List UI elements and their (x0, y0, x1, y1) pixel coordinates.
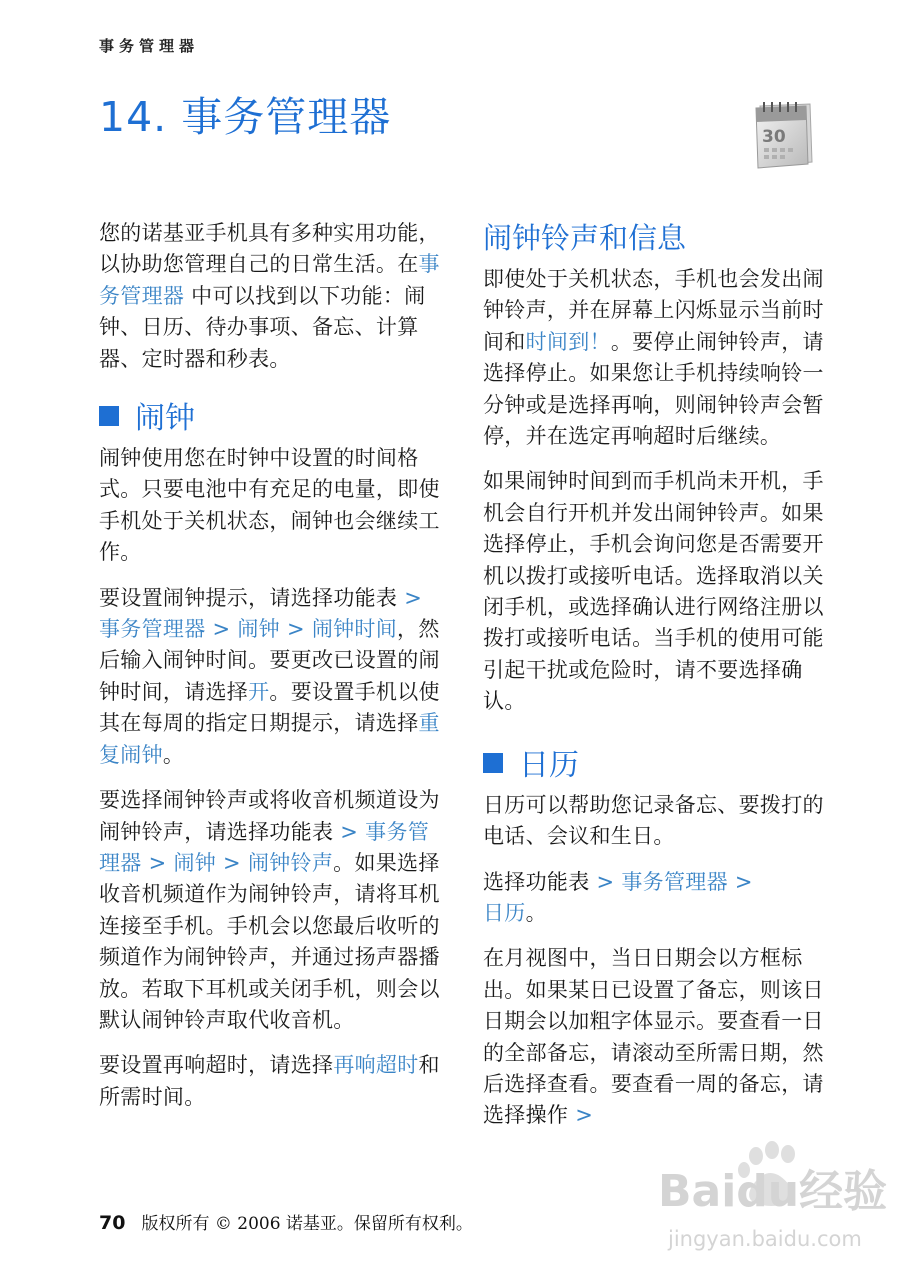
copyright-text: 版权所有 © 2006 诺基亚。保留所有权利。 (141, 1214, 473, 1234)
organizer-link[interactable]: 事务管理器 (621, 869, 728, 894)
time-up-link[interactable]: 时间到！ (525, 329, 611, 354)
left-column (99, 218, 444, 1127)
section-square-icon (483, 753, 503, 773)
organizer-link[interactable]: 事务管理器 (99, 252, 440, 308)
calendar-intro-paragraph: 日历可以帮助您记录备忘、要拨打的电话、会议和生日。 (483, 792, 824, 849)
menu-label: 功能表 (525, 869, 590, 894)
snooze-paragraph: 要设置再响超时，请选择再响超时和所需时间。 (99, 1053, 440, 1109)
repeat-alarm-link[interactable]: 重复闹钟 (99, 711, 440, 767)
page-number: 70 (99, 1212, 126, 1234)
section-square-icon (99, 406, 119, 426)
alarm-tone-paragraph: 要选择闹钟铃声或将收音机频道设为闹钟铃声，请选择功能表 > 事务管理器 > 闹钟 > 闹钟铃声。如果选择收音机频道作为闹钟铃声，请将耳机连接至手机。手机会以您最后收听的频道作为闹钟铃声，并通过扬声器播放。若取下耳机或关闭手机，则会以默认闹钟铃声取代收音机。 (99, 788, 440, 1032)
confirm-label: 确认 (632, 595, 675, 620)
alarm-tone-link[interactable]: 闹钟铃声 (247, 850, 334, 875)
baidu-watermark (648, 1138, 908, 1268)
menu-label: 功能表 (333, 585, 398, 610)
alarm-off-paragraph: 如果闹钟时间到而手机尚未开机，手机会自行开机并发出闹钟铃声。如果选择停止，手机会询问您是否需要开机以拨打或接听电话。选择取消以关闭手机，或选择确认进行网络注册以拨打或接听电话。当手机的使用可能引起干扰或危险时，请不要选择确认。 (483, 469, 824, 714)
organizer-link[interactable]: 事务管理器 (99, 819, 430, 875)
alarm-time-link[interactable]: 闹钟时间 (311, 617, 398, 642)
svg-text:Baidu经验: Baidu经验 (658, 1166, 888, 1217)
intro-paragraph: 您的诺基亚手机具有多种实用功能，以协助您管理自己的日常生活。在事务管理器 中可以找到以下功能：闹钟、日历、待办事项、备忘、计算器、定时器和秒表。 (99, 221, 440, 371)
snooze-timeout-link[interactable]: 再响超时 (333, 1053, 419, 1078)
alarm-set-paragraph: 要设置闹钟提示，请选择功能表 > 事务管理器 > 闹钟 > 闹钟时间，然后输入闹钟时间。要更改已设置的闹钟时间，请选择开。要设置手机以使其在每周的指定日期提示，请选择重复闹钟。 (99, 585, 440, 767)
month-view-paragraph: 在月视图中，当日日期会以方框标出。如果某日已设置了备忘，则该日日期会以加粗字体显示。要查看一日的全部备忘，请滚动至所需日期，然后选择查看。要查看一周的备忘，请选择操作 > (483, 946, 824, 1128)
calendar-icon (752, 96, 816, 174)
cancel-label: 取消 (738, 563, 782, 588)
alarm-intro-paragraph: 闹钟使用您在时钟中设置的时间格式。只要电池中有充足的电量，即使手机处于关机状态，闹钟也会继续工作。 (99, 446, 440, 565)
page-footer (99, 1209, 473, 1234)
on-link[interactable]: 开 (248, 679, 270, 704)
stop-label: 停止 (525, 361, 569, 386)
alarm-tone-heading: 闹钟铃声和信息 (483, 221, 687, 255)
snooze-label: 再响 (610, 392, 654, 417)
alarm-link[interactable]: 闹钟 (237, 617, 280, 642)
menu-label: 功能表 (269, 819, 334, 844)
right-column (483, 218, 828, 1146)
alarm-heading: 闹钟 (99, 399, 444, 439)
alarm-ring-paragraph: 即使处于关机状态，手机也会发出闹钟铃声，并在屏幕上闪烁显示当前时间和时间到！。要停止闹钟铃声，请选择停止。如果您让手机持续响铃一分钟或是选择再响，则闹钟铃声会暂停，并在选定再响超时后继续。 (483, 267, 824, 449)
svg-text:30: 30 (762, 127, 786, 147)
options-label: 操作 (525, 1103, 569, 1128)
running-header: 事务管理器 (99, 37, 200, 55)
calendar-heading: 日历 (483, 746, 828, 786)
organizer-link[interactable]: 事务管理器 (99, 617, 206, 642)
calendar-link[interactable]: 日历 (483, 900, 526, 925)
stop-label: 停止 (525, 532, 569, 557)
view-label: 查看 (546, 1071, 590, 1096)
alarm-link[interactable]: 闹钟 (173, 850, 217, 875)
confirm-label: 确认 (483, 657, 803, 714)
calendar-select-paragraph: 选择功能表 > 事务管理器 > 日历。 (483, 869, 753, 925)
chapter-title: 14. 事务管理器 (99, 93, 392, 141)
svg-text:jingyan.baidu.com: jingyan.baidu.com (668, 1227, 862, 1251)
